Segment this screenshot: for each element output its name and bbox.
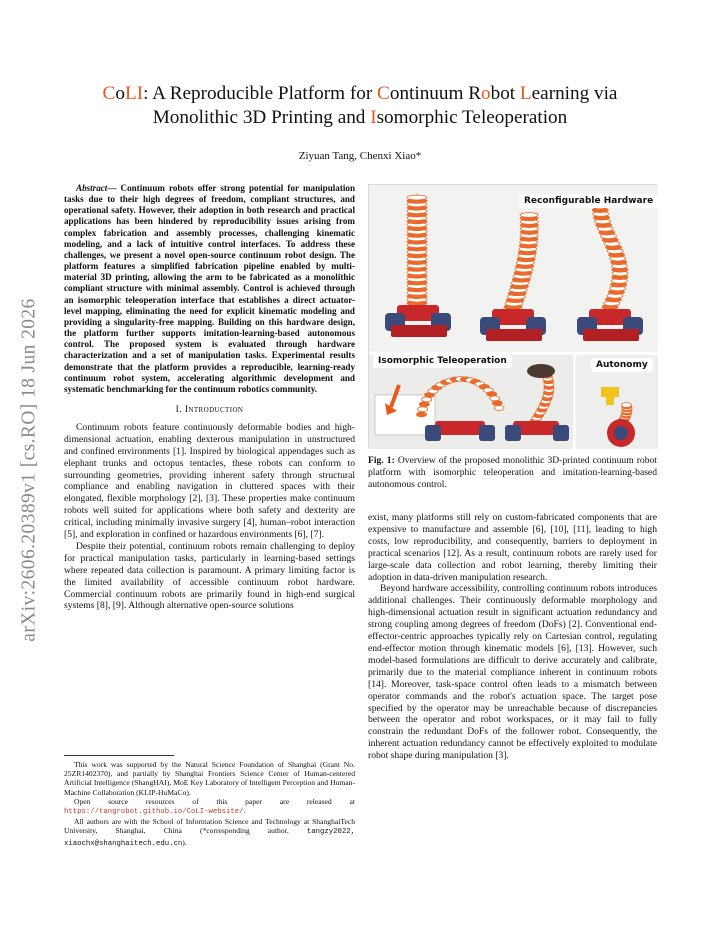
title-highlight-letter: o [481, 83, 491, 104]
robot-segment [520, 213, 538, 218]
figure-illustration [369, 185, 658, 449]
right-paragraph-2: Beyond hardware accessibility, controlling continuum robots introduces additional challenges. Their continuously deformable morphology and high-dimensional actuation result in significant actuation redundancy and strong coupling among degrees of freedom (DoFs) [2]. Conventional end-effector-centric approaches typically rely on Cartesian control, regulating end-effector motion through kinematic models [6], [13]. However, such model-based formulations are difficult to derive accurately and calibrate, primarily due to the material compliance inherent in continuum robots [14]. Moreover, task-space control often leads to a mismatch between operator commands and the robot's actuation space. The target pose specified by the operator may be unreachable because of discrepancies between the operator and robot workspaces, or it may fail to fully constrain the redundant DoFs of the follower robot. Consequently, the inherent actuation redundancy cannot be effectively exploited to modulate robot shape during manipulation [3]. [368, 583, 657, 762]
resources-link[interactable]: https://tangrobot.github.io/CoLI-website/ [64, 808, 244, 817]
footnote-rule [64, 755, 174, 756]
figure-number: Fig. 1: [368, 455, 395, 466]
title-text: : A Reproducible Platform for [143, 83, 378, 104]
abstract-label: Abstract [76, 183, 108, 193]
intro-paragraph-1: Continuum robots feature continuously deformable bodies and high-dimensional actuation, enabling dexterous manipulation in unstructured and confined environments [1]. Inspired by biological appendages such as elephant trunks and octopus tentacles, these robots can conform to surrounding geometries, providing inherent safety through structural compliance and enabling navigation in cluttered spaces with their elongated, flexible morphology [2], [3]. These properties make continuum robots well suited for applications where both safety and dexterity are critical, including minimally invasive surgery [4], human–robot interaction [5], and exploration in confined or hazardous environments [6], [7]. [64, 421, 355, 541]
footnotes [64, 760, 355, 849]
paper-title [70, 82, 650, 130]
section-title: Introduction [184, 403, 244, 415]
arxiv-id: arXiv:2606.20389v1 [cs.RO] 18 Jun 2026 [19, 298, 40, 642]
left-column [64, 183, 355, 612]
paper-authors: Ziyuan Tang, Chenxi Xiao* [298, 150, 422, 162]
footnote-funding: This work was supported by the Natural Science Foundation of Shanghai (Grant No. 25ZR1402370), and partially by Shanghai Frontiers Science Center of Human-centered Artificial Intelligence (ShangHAI), MoE Key Laboratory of Intelligent Perception and Human-Machine Collaboration (KLIP-HuMaCo). [64, 760, 355, 797]
title-text: Monolithic 3D Printing and [152, 107, 371, 128]
robot-segment [419, 402, 429, 407]
title-text: bot [490, 83, 520, 104]
label-autonomy: Autonomy [591, 358, 653, 372]
author-emails: tangzy2022, xiaochx@shanghaitech.edu.cn [64, 828, 355, 848]
title-highlight-letter: L [519, 83, 532, 104]
title-highlight-letter: I [136, 83, 144, 104]
title-text: ontinuum R [389, 83, 481, 104]
title-highlight-letter: I [370, 107, 377, 128]
robot-segment [418, 407, 428, 412]
arxiv-stamp [8, 265, 52, 675]
robot-segment [492, 401, 502, 406]
right-paragraph-1: exist, many platforms still rely on custom-fabricated components that are expensive to manufacture and assemble [6], [10], [11], leading to high costs, low reproducibility, and consequently, barriers to deployment in practical scenarios [12]. As a result, continuum robots are rarely used for large-scale data collection and robot learning, thereby limiting their adoption in data-driven manipulation research. [368, 512, 657, 583]
section-heading-introduction [64, 404, 355, 416]
figure-overview [368, 184, 657, 448]
figure-caption [368, 455, 657, 491]
title-highlight-letter: C [102, 83, 116, 104]
abstract [64, 183, 355, 395]
title-highlight-letter: L [124, 83, 137, 104]
robot-segment [407, 195, 427, 200]
label-isomorphic-teleoperation: Isomorphic Teleoperation [373, 354, 512, 368]
footnote-affiliation: All authors are with the School of Information Science and Technology at ShanghaiTech University, Shanghai, China (*corresponding author, tangzy2022, xiaochx@shanghaitech.edu.cn). [64, 817, 355, 848]
robot-segment [621, 403, 631, 408]
title-highlight-letter: C [377, 83, 390, 104]
figure-caption-text: Overview of the proposed monolithic 3D-printed continuum robot platform with isomorphic teleoperation and imitation-learning-based autonomous control. [368, 455, 657, 490]
robot-segment [494, 406, 504, 411]
title-text: somorphic Teleoperation [376, 107, 568, 128]
robot-segment [490, 396, 500, 401]
label-reconfigurable-hardware: Reconfigurable Hardware [519, 194, 658, 208]
right-column [368, 512, 657, 762]
title-text: earning via [531, 83, 618, 104]
intro-paragraph-2: Despite their potential, continuum robots remain challenging to deploy for practical manipulation tasks, particularly in learning-based settings where repeated data collection is paramount. A primary limiting factor is the limited availability of accessible continuum robot hardware. Commercial continuum robots are primarily found in high-end surgical systems [8], [9]. Although alternative open-source solutions [64, 540, 355, 612]
robot-segment [416, 412, 426, 417]
title-text: o [115, 83, 125, 104]
abstract-text: — Continuum robots offer strong potential for manipulation tasks due to their high degrees of freedom, compliant structures, and operational safety. However, their adoption in both research and practical applications has been hindered by reproducibility issues arising from complex fabrication and assembly processes, challenging kinematic modeling, and a lack of intuitive control interfaces. To address these challenges, we present a novel open-source continuum robot design. The platform features a simplified fabrication pipeline enabled by multi-material 3D printing, allowing the arm to be fabricated as a monolithic compliant structure with minimal assembly. Control is achieved through an isomorphic teleoperation interface that establishes a direct actuator-level mapping, eliminating the need for explicit kinematic modeling and providing a singularity-free mapping. Building on this hardware design, the platform further supports imitation-learning-based autonomous control. The proposed system is evaluated through hardware characterization and a set of manipulation tasks. Experimental results demonstrate that the platform provides a reproducible, learning-ready continuum robot system, accelerating algorithmic development and systematic benchmarking for the continuum robotics community. [64, 183, 355, 394]
footnote-resources: Open source resources of this paper are released at https://tangrobot.github.io/CoLI-website/. [64, 796, 355, 817]
section-numeral: I. [175, 403, 183, 415]
